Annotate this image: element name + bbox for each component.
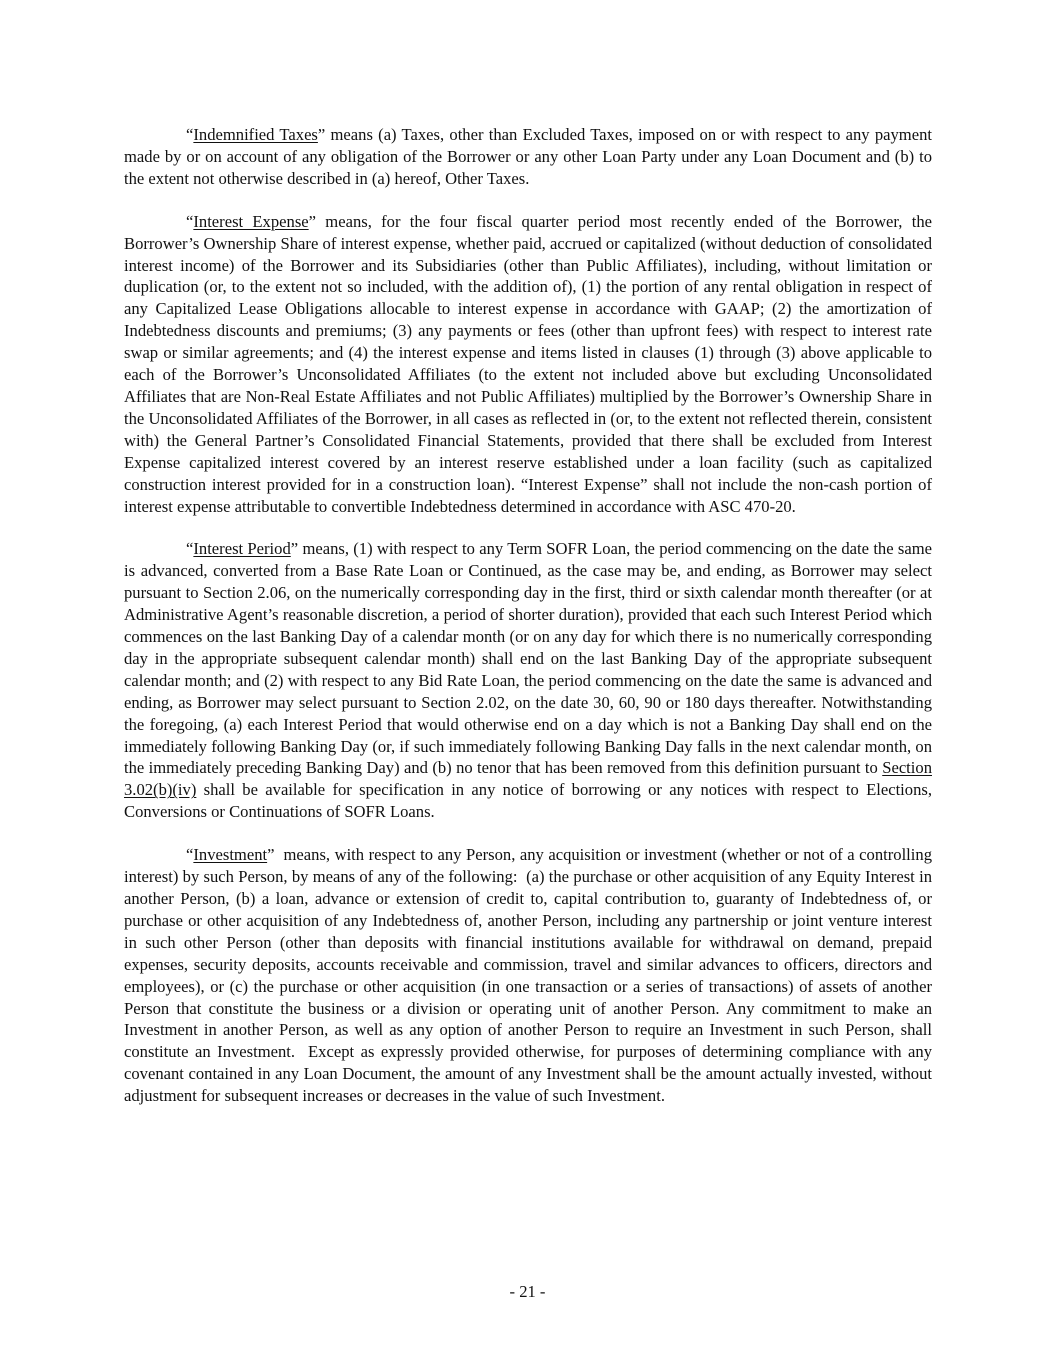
- document-page: [124, 124, 937, 1128]
- definition-text: means (a) Taxes, other than Excluded Taxes, imposed on or with respect to any payment made by or on account of any obligation of the Borrower or any other Loan Party under any Loan Document and (b) to the extent not otherwise described in (a) hereof, Other Taxes.: [124, 125, 932, 188]
- page-number: - 21 -: [509, 1282, 546, 1301]
- definition-text: means, with respect to any Person, any acquisition or investment (whether or not of a controlling interest) by such Person, by means of any of the following: (a) the purchase or other acquisition of any Equity Interest in another Person, (b) a loan, advance or extension of credit to, capital contribution to, guaranty of Indebtedness of, or purchase or other acquisition of any Indebtedness of, another Person, including any partnership or joint venture interest in such other Person (other than deposits with financial institutions available for withdrawal on demand, prepaid expenses, security deposits, accounts receivable and commission, travel and similar advances to officers, directors and employees), or (c) the purchase or other acquisition (in one transaction or a series of transactions) of assets of another Person that constitute the business or a division or operating unit of another Person. Any commitment to make an Investment in another Person, as well as any option of another Person to require an Investment in such Person, shall constitute an Investment. Except as expressly provided otherwise, for purposes of determining compliance with any covenant contained in any Loan Document, the amount of any Investment shall be the amount actually invested, without adjustment for subsequent increases or decreases in the value of such Investment.: [124, 845, 937, 1106]
- definition-investment: [124, 844, 937, 1107]
- defined-term: Indemnified Taxes: [193, 125, 318, 144]
- definition-indemnified-taxes: [124, 124, 932, 190]
- section-reference: Section 3.02(b)(iv): [124, 758, 932, 800]
- definition-interest-period: [124, 538, 932, 823]
- close-quote: ”: [317, 125, 326, 144]
- close-quote: ”: [290, 539, 299, 559]
- defined-term: Interest Period: [193, 539, 291, 559]
- open-quote: “: [186, 211, 194, 231]
- defined-term: Interest Expense: [193, 211, 309, 231]
- definition-text: means, (1) with respect to any Term SOFR Loan, the period commencing on the date the same is advanced, converted from a Base Rate Loan or Continued, as the case may be, and ending, as Borrower may select pursuant to Section 2.06, on the numerically corresponding day in the first, third or sixth calendar month thereafter (or at Administrative Agent’s reasonable discretion, a period of shorter duration), provided that each such Interest Period which commences on the last Banking Day of a calendar month (or on any day for which there is no numerically corresponding day in the appropriate subsequent calendar month) shall end on the last Banking Day of the appropriate subsequent calendar month; and (2) with respect to any Bid Rate Loan, the period commencing on the date the same is advanced and ending, as Borrower may select pursuant to Section 2.02, on the date 30, 60, 90 or 180 days thereafter. Notwithstanding the foregoing, (a) each Interest Period that would otherwise end on a day which is not a Banking Day shall end on the immediately following Banking Day (or, if such immediately following Banking Day falls in the next calendar month, on the immediately preceding Banking Day) and (b) no tenor that has been removed from this definition pursuant to: [124, 539, 932, 778]
- open-quote: “: [186, 845, 194, 865]
- definition-text-continued: shall be available for specification in any notice of borrowing or any notices with respect to Elections, Conversions or Continuations of SOFR Loans.: [124, 780, 932, 822]
- open-quote: “: [186, 539, 194, 559]
- close-quote: ”: [267, 845, 275, 865]
- defined-term: Investment: [193, 845, 268, 865]
- close-quote: ”: [308, 211, 317, 231]
- definition-text: means, for the four fiscal quarter period most recently ended of the Borrower, the Borrower’s Ownership Share of interest expense, whether paid, accrued or capitalized (without deduction of consolidated interest income) of the Borrower and its Subsidiaries (other than Public Affiliates), including, without limitation or duplication (or, to the extent not so included, with the addition of), (1) the portion of any rental obligation in respect of any Capitalized Lease Obligations allocable to interest expense in accordance with GAAP; (2) the amortization of Indebtedness discounts and premiums; (3) any payments or fees (other than upfront fees) with respect to interest rate swap or similar agreements; and (4) the interest expense and items listed in clauses (1) through (3) above applicable to each of the Borrower’s Unconsolidated Affiliates (to the extent not included above but excluding Unconsolidated Affiliates that are Non-Real Estate Affiliates and not Public Affiliates) multiplied by the Borrower’s Ownership Share in the Unconsolidated Affiliates of the Borrower, in all cases as reflected in (or, to the extent not reflected therein, consistent with) the General Partner’s Consolidated Financial Statements, provided that there shall be excluded from Interest Expense capitalized interest covered by an interest reserve established under a loan facility (such as capitalized construction interest provided for in a construction loan). “Interest Expense” shall not include the non-cash portion of interest expense attributable to convertible Indebtedness determined in accordance with ASC 470-20.: [124, 211, 932, 516]
- definition-interest-expense: [124, 211, 932, 518]
- open-quote: “: [186, 125, 194, 144]
